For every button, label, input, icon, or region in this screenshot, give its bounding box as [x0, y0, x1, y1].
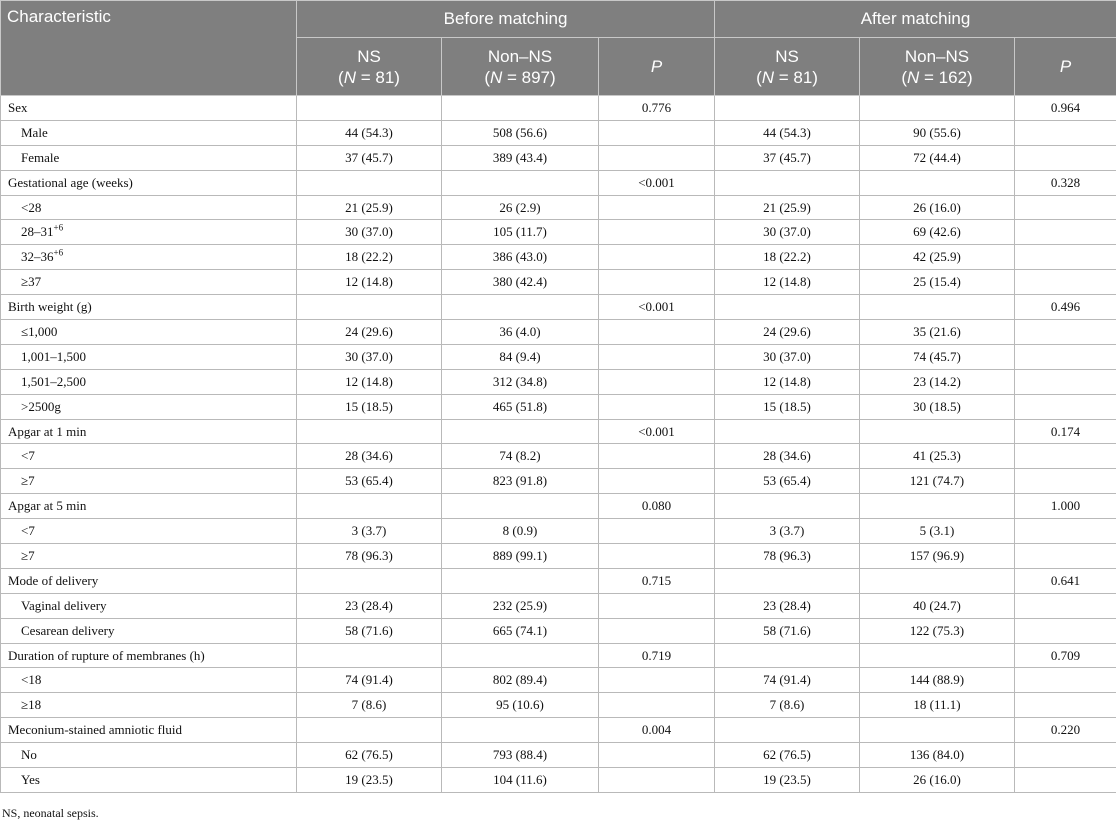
table-row [1, 469, 1116, 494]
table-cell: 12 (14.8) [715, 270, 860, 295]
table-cell: 823 (91.8) [442, 469, 599, 494]
table-cell [599, 668, 715, 693]
row-label-text: >2500g [21, 398, 61, 414]
table-cell [599, 394, 715, 419]
subheader-name: NS [775, 46, 799, 66]
table-cell [1015, 394, 1116, 419]
table-cell: 18 (11.1) [860, 693, 1015, 718]
table-cell: 665 (74.1) [442, 618, 599, 643]
table-row [1, 145, 1116, 170]
table-cell [1015, 145, 1116, 170]
table-row [1, 170, 1116, 195]
table-cell: 121 (74.7) [860, 469, 1015, 494]
table-cell [442, 295, 599, 320]
table-cell [860, 643, 1015, 668]
table-cell: 15 (18.5) [715, 394, 860, 419]
subheader-col-0 [297, 38, 442, 96]
table-cell: 15 (18.5) [297, 394, 442, 419]
table-cell: 157 (96.9) [860, 544, 1015, 569]
table-cell: 72 (44.4) [860, 145, 1015, 170]
table-cell [1015, 618, 1116, 643]
row-label-text: No [21, 747, 37, 763]
table-cell [1015, 120, 1116, 145]
subheader-col-3 [715, 38, 860, 96]
table-row [1, 344, 1116, 369]
table-cell [1015, 320, 1116, 345]
table-row [1, 618, 1116, 643]
table-cell: 0.641 [1015, 568, 1116, 593]
table-cell: 105 (11.7) [442, 220, 599, 245]
table-cell [297, 295, 442, 320]
table-cell [860, 96, 1015, 121]
table-cell [599, 618, 715, 643]
table-row [1, 120, 1116, 145]
table-cell: 0.496 [1015, 295, 1116, 320]
table-cell: 24 (29.6) [715, 320, 860, 345]
row-label-text: Apgar at 5 min [8, 498, 87, 514]
table-cell: 40 (24.7) [860, 593, 1015, 618]
table-cell [1015, 270, 1116, 295]
table-cell: 74 (91.4) [297, 668, 442, 693]
table-cell: 12 (14.8) [297, 369, 442, 394]
subheader-n-label: N [761, 67, 775, 87]
row-label [1, 544, 297, 569]
row-label-text: 1,001–1,500 [21, 348, 86, 364]
table-cell [599, 145, 715, 170]
table-cell [599, 519, 715, 544]
subheader-name: P [1059, 57, 1072, 76]
subheader-col-4 [860, 38, 1015, 96]
table-cell: 0.174 [1015, 419, 1116, 444]
table-cell: 37 (45.7) [297, 145, 442, 170]
row-label [1, 618, 297, 643]
table-cell: 19 (23.5) [297, 768, 442, 793]
row-label-text: Gestational age (weeks) [8, 174, 133, 190]
row-label-text: Female [21, 149, 60, 165]
table-cell [442, 494, 599, 519]
table-cell: 21 (25.9) [297, 195, 442, 220]
table-row [1, 544, 1116, 569]
table-cell: 0.004 [599, 718, 715, 743]
subheader-n-label: N [343, 67, 356, 87]
row-label [1, 245, 297, 270]
row-label-text: <18 [21, 672, 42, 688]
table-cell: 58 (71.6) [715, 618, 860, 643]
row-label [1, 344, 297, 369]
table-cell: 312 (34.8) [442, 369, 599, 394]
table-cell [1015, 344, 1116, 369]
table-cell [1015, 768, 1116, 793]
table-cell [599, 469, 715, 494]
row-label [1, 170, 297, 195]
table-cell [715, 96, 860, 121]
table-cell: 0.719 [599, 643, 715, 668]
table-cell [297, 568, 442, 593]
table-cell: 136 (84.0) [860, 743, 1015, 768]
table-cell: 74 (8.2) [442, 444, 599, 469]
table-cell: 74 (91.4) [715, 668, 860, 693]
row-label-text: Cesarean delivery [21, 622, 115, 638]
table-cell: 232 (25.9) [442, 593, 599, 618]
table-cell: 30 (37.0) [297, 220, 442, 245]
table-cell: 12 (14.8) [715, 369, 860, 394]
table-cell: 84 (9.4) [442, 344, 599, 369]
table-cell: 508 (56.6) [442, 120, 599, 145]
row-label [1, 768, 297, 793]
row-label [1, 643, 297, 668]
table-cell: 23 (28.4) [715, 593, 860, 618]
table-row [1, 643, 1116, 668]
table-cell: 122 (75.3) [860, 618, 1015, 643]
table-cell: 0.220 [1015, 718, 1116, 743]
table-row [1, 519, 1116, 544]
table-cell: 104 (11.6) [442, 768, 599, 793]
table-cell: 44 (54.3) [715, 120, 860, 145]
table-cell [599, 270, 715, 295]
table-cell: 12 (14.8) [297, 270, 442, 295]
row-label [1, 444, 297, 469]
table-cell: 3 (3.7) [297, 519, 442, 544]
table-cell: 30 (37.0) [715, 344, 860, 369]
subheader-name: Non–NS [904, 46, 970, 66]
header-characteristic: Characteristic [1, 1, 297, 96]
table-cell: 7 (8.6) [297, 693, 442, 718]
table-row [1, 270, 1116, 295]
table-cell: 7 (8.6) [715, 693, 860, 718]
header-after-matching: After matching [715, 1, 1116, 38]
row-label-text: 32–36 [21, 249, 54, 265]
table-cell: 28 (34.6) [297, 444, 442, 469]
table-cell [297, 494, 442, 519]
table-cell [715, 494, 860, 519]
table-cell: 74 (45.7) [860, 344, 1015, 369]
table-cell: 23 (14.2) [860, 369, 1015, 394]
row-label [1, 195, 297, 220]
row-label [1, 593, 297, 618]
table-cell: 30 (37.0) [715, 220, 860, 245]
table-cell [860, 568, 1015, 593]
table-cell: <0.001 [599, 419, 715, 444]
table-cell [860, 295, 1015, 320]
table-cell [1015, 519, 1116, 544]
table-cell [442, 643, 599, 668]
row-label-superscript: +6 [53, 247, 64, 258]
table-cell [715, 170, 860, 195]
table-cell: 21 (25.9) [715, 195, 860, 220]
table-row [1, 693, 1116, 718]
table-cell: 19 (23.5) [715, 768, 860, 793]
row-label [1, 693, 297, 718]
table-cell [1015, 469, 1116, 494]
table-cell [442, 96, 599, 121]
row-label [1, 295, 297, 320]
table-cell [599, 743, 715, 768]
table-row [1, 743, 1116, 768]
subheader-n-value: = 162) [919, 67, 973, 87]
table-cell: 0.964 [1015, 96, 1116, 121]
table-cell: 53 (65.4) [297, 469, 442, 494]
table-row [1, 369, 1116, 394]
row-label [1, 320, 297, 345]
row-label [1, 718, 297, 743]
table-cell: 30 (37.0) [297, 344, 442, 369]
table-row [1, 419, 1116, 444]
table-cell [1015, 693, 1116, 718]
subheader-name: Non–NS [487, 46, 553, 66]
row-label-text: ≥7 [21, 473, 35, 489]
row-label-text: 28–31 [21, 224, 54, 240]
row-label-text: Apgar at 1 min [8, 423, 87, 439]
table-cell: 8 (0.9) [442, 519, 599, 544]
table-cell: 889 (99.1) [442, 544, 599, 569]
row-label [1, 494, 297, 519]
table-cell: 0.776 [599, 96, 715, 121]
row-label-text: 1,501–2,500 [21, 373, 86, 389]
table-row [1, 494, 1116, 519]
table-cell: 144 (88.9) [860, 668, 1015, 693]
table-cell [599, 693, 715, 718]
row-label-text: ≥18 [21, 697, 42, 713]
table-cell [599, 768, 715, 793]
table-row [1, 768, 1116, 793]
table-cell [599, 120, 715, 145]
row-label [1, 120, 297, 145]
table-cell: 18 (22.2) [715, 245, 860, 270]
subheader-col-1 [442, 38, 599, 96]
row-label-text: Sex [8, 99, 28, 115]
table-cell: 389 (43.4) [442, 145, 599, 170]
subheader-n-prefix: ( [901, 67, 907, 87]
table-cell: 28 (34.6) [715, 444, 860, 469]
table-cell [715, 568, 860, 593]
row-label [1, 668, 297, 693]
table-cell [1015, 245, 1116, 270]
table-cell [715, 419, 860, 444]
table-cell: 24 (29.6) [297, 320, 442, 345]
table-row [1, 96, 1116, 121]
table-cell: 386 (43.0) [442, 245, 599, 270]
table-cell [715, 718, 860, 743]
row-label-superscript: +6 [53, 223, 64, 234]
subheader-name: NS [357, 46, 381, 66]
table-cell [297, 643, 442, 668]
table-cell: 35 (21.6) [860, 320, 1015, 345]
table-cell: 37 (45.7) [715, 145, 860, 170]
subheader-col-5 [1015, 38, 1116, 96]
table-cell: 41 (25.3) [860, 444, 1015, 469]
table-cell: 30 (18.5) [860, 394, 1015, 419]
table-cell: 62 (76.5) [297, 743, 442, 768]
table-cell [860, 170, 1015, 195]
table-cell: 465 (51.8) [442, 394, 599, 419]
table-cell: 1.000 [1015, 494, 1116, 519]
table-cell [1015, 195, 1116, 220]
table-cell [1015, 668, 1116, 693]
table-cell: <0.001 [599, 170, 715, 195]
table-cell: <0.001 [599, 295, 715, 320]
table-cell: 3 (3.7) [715, 519, 860, 544]
subheader-n-prefix: ( [756, 67, 762, 87]
table-cell [1015, 743, 1116, 768]
row-label [1, 270, 297, 295]
table-cell [442, 170, 599, 195]
table-row [1, 295, 1116, 320]
table-cell [599, 593, 715, 618]
subheader-n-value: = 81) [774, 67, 818, 87]
table-cell: 42 (25.9) [860, 245, 1015, 270]
table-row [1, 718, 1116, 743]
row-label [1, 519, 297, 544]
table-cell [860, 419, 1015, 444]
table-row [1, 320, 1116, 345]
table-cell: 69 (42.6) [860, 220, 1015, 245]
row-label-text: Birth weight (g) [8, 299, 92, 315]
row-label-text: ≤1,000 [21, 323, 58, 339]
row-label-text: <28 [21, 199, 42, 215]
row-label-text: Male [21, 124, 48, 140]
table-cell [442, 419, 599, 444]
table-cell: 0.080 [599, 494, 715, 519]
table-cell: 78 (96.3) [715, 544, 860, 569]
row-label-text: ≥37 [21, 274, 42, 290]
row-label-text: Yes [21, 771, 40, 787]
table-cell [442, 718, 599, 743]
table-cell [599, 245, 715, 270]
table-cell [715, 295, 860, 320]
table-cell: 26 (16.0) [860, 768, 1015, 793]
row-label [1, 568, 297, 593]
table-cell [1015, 444, 1116, 469]
table-body [1, 96, 1116, 793]
table-row [1, 245, 1116, 270]
table-cell: 58 (71.6) [297, 618, 442, 643]
footnote: NS, neonatal sepsis. [2, 806, 99, 820]
subheader-n-prefix: ( [338, 67, 344, 87]
table-cell: 0.715 [599, 568, 715, 593]
table-cell: 44 (54.3) [297, 120, 442, 145]
table-cell [599, 344, 715, 369]
table-cell: 25 (15.4) [860, 270, 1015, 295]
subheader-n-prefix: ( [484, 67, 490, 87]
row-label-text: ≥7 [21, 547, 35, 563]
table-cell: 802 (89.4) [442, 668, 599, 693]
row-label-text: Mode of delivery [8, 572, 99, 588]
table-row [1, 668, 1116, 693]
table-row [1, 195, 1116, 220]
table-cell: 0.709 [1015, 643, 1116, 668]
table-cell: 26 (16.0) [860, 195, 1015, 220]
table-cell: 380 (42.4) [442, 270, 599, 295]
table-cell [599, 320, 715, 345]
subheader-name: P [650, 57, 663, 76]
table-cell [599, 195, 715, 220]
table-cell [297, 170, 442, 195]
header-before-matching: Before matching [297, 1, 715, 38]
table-row [1, 394, 1116, 419]
table-cell [860, 718, 1015, 743]
subheader-n-value: = 897) [502, 67, 556, 87]
row-label [1, 220, 297, 245]
row-label [1, 96, 297, 121]
table-cell [715, 643, 860, 668]
row-label-text: Vaginal delivery [21, 597, 107, 613]
table-cell [297, 96, 442, 121]
table-cell: 95 (10.6) [442, 693, 599, 718]
table-cell [297, 718, 442, 743]
table-cell: 36 (4.0) [442, 320, 599, 345]
subheader-n-label: N [907, 67, 920, 87]
row-label-text: <7 [21, 523, 35, 539]
table-cell [297, 419, 442, 444]
row-label [1, 394, 297, 419]
table-cell [1015, 220, 1116, 245]
table-cell: 5 (3.1) [860, 519, 1015, 544]
subheader-n-label: N [489, 67, 503, 87]
table-cell [860, 494, 1015, 519]
row-label-text: Duration of rupture of membranes (h) [8, 647, 205, 663]
table-cell: 18 (22.2) [297, 245, 442, 270]
row-label [1, 469, 297, 494]
table-cell: 90 (55.6) [860, 120, 1015, 145]
table-cell: 62 (76.5) [715, 743, 860, 768]
row-label-text: <7 [21, 448, 35, 464]
row-label [1, 369, 297, 394]
table-row [1, 593, 1116, 618]
table-row [1, 444, 1116, 469]
row-label-text: Meconium-stained amniotic fluid [8, 722, 183, 738]
table-cell: 793 (88.4) [442, 743, 599, 768]
table-cell [1015, 369, 1116, 394]
row-label [1, 145, 297, 170]
row-label [1, 743, 297, 768]
table-cell [1015, 544, 1116, 569]
table-cell [1015, 593, 1116, 618]
subheader-col-2 [599, 38, 715, 96]
row-label [1, 419, 297, 444]
table-row [1, 568, 1116, 593]
table-cell [599, 369, 715, 394]
table-cell: 23 (28.4) [297, 593, 442, 618]
table-cell: 78 (96.3) [297, 544, 442, 569]
table-cell: 26 (2.9) [442, 195, 599, 220]
table-cell [442, 568, 599, 593]
table-cell: 0.328 [1015, 170, 1116, 195]
table-row [1, 220, 1116, 245]
table-cell [599, 544, 715, 569]
table-cell: 53 (65.4) [715, 469, 860, 494]
table-cell [599, 444, 715, 469]
table-cell [599, 220, 715, 245]
subheader-n-value: = 81) [356, 67, 400, 87]
